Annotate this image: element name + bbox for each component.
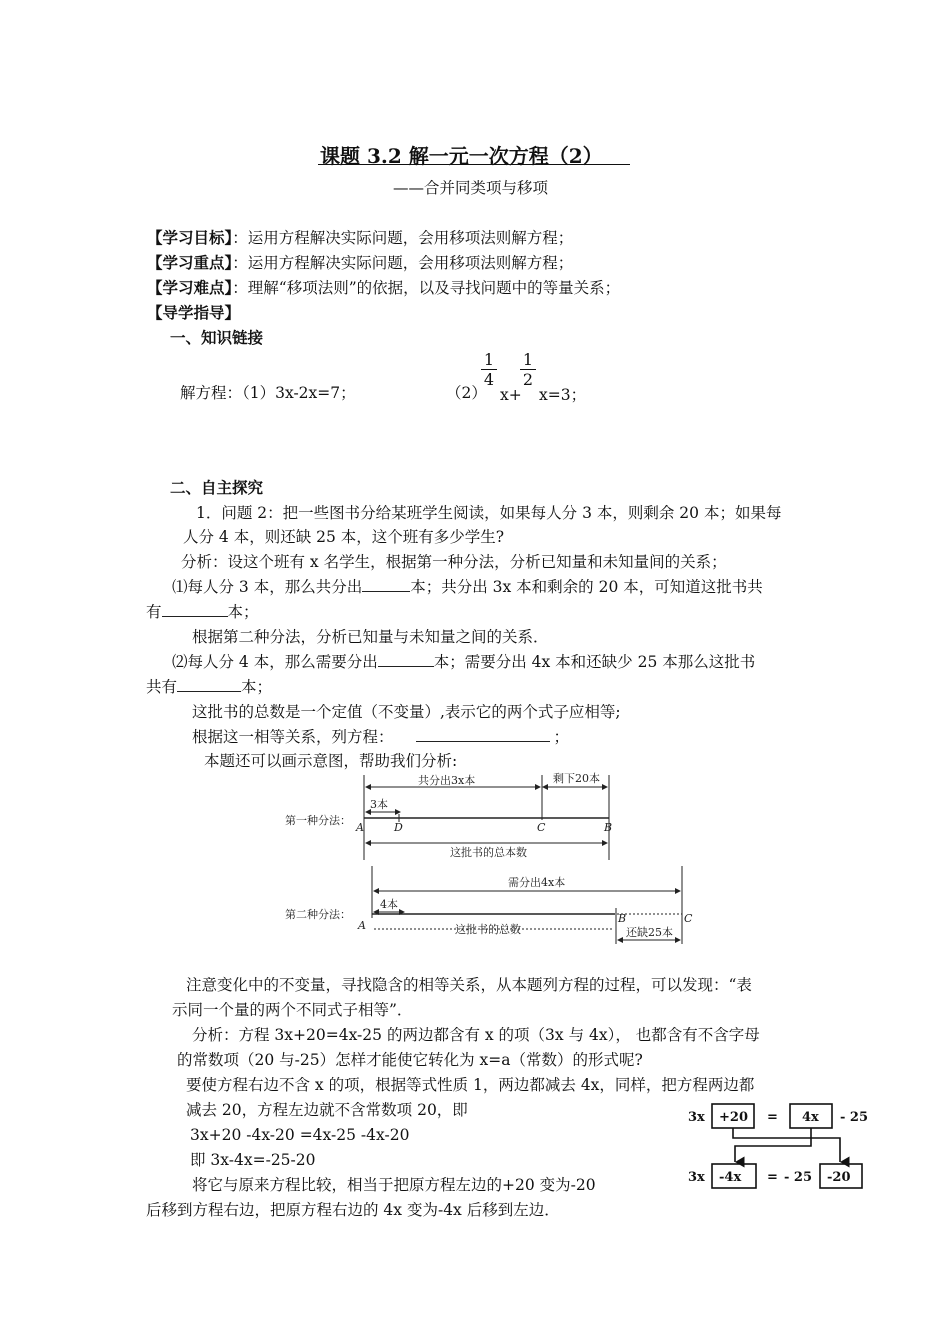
fraction-numerator: 1 bbox=[483, 350, 495, 369]
term-equals-2: = bbox=[767, 1170, 778, 1185]
point-c2: C bbox=[684, 912, 693, 925]
fraction-denominator: 2 bbox=[522, 370, 534, 389]
label-4-books: 4本 bbox=[380, 898, 398, 911]
equation-2-tail: x=3； bbox=[539, 386, 587, 404]
arrow-move-20 bbox=[733, 1128, 840, 1162]
objective-label: 【学习重点】 bbox=[147, 253, 233, 272]
term-equals: = bbox=[767, 1110, 778, 1125]
method-line-1: 要使方程右边不含 x 的项，根据等式性质 1，两边都减去 4x，同样，把方程两边都 bbox=[186, 1076, 755, 1094]
objective-text: ：运用方程解决实际问题，会用移项法则解方程； bbox=[232, 229, 574, 247]
second-method-intro: 根据第二种分法，分析已知量与未知量之间的关系． bbox=[192, 628, 549, 646]
analysis-2-line-2: 的常数项（20 与-25）怎样才能使它转化为 x=a（常数）的形式呢? bbox=[177, 1051, 643, 1069]
part-1-text-c: 有 bbox=[146, 603, 162, 621]
part-1-text-a: ⑴每人分 3 本，那么共分出 bbox=[172, 578, 363, 596]
part-2-text-b: 本；需要分出 4x 本和还缺少 25 本那么这批书 bbox=[433, 653, 756, 671]
equation-2-mid: x+ bbox=[500, 386, 522, 404]
objective-label: 【学习目标】 bbox=[147, 228, 233, 247]
label-3-books: 3本 bbox=[370, 798, 388, 811]
section1-heading: 一、知识链接 bbox=[170, 328, 264, 347]
question-line-1: 1．问题 2：把一些图书分给某班学生阅读，如果每人分 3 本，则剩余 20 本；如果每 bbox=[196, 504, 782, 522]
point-b: B bbox=[604, 821, 613, 834]
arrow-move-4x bbox=[735, 1128, 811, 1162]
derived-equation-1: 3x+20 -4x-20 =4x-25 -4x-20 bbox=[190, 1126, 410, 1144]
label-4x: 需分出4x本 bbox=[508, 876, 566, 889]
term-minus-25-2: - 25 bbox=[784, 1170, 813, 1185]
diagram-intro: 本题还可以画示意图，帮助我们分析: bbox=[204, 752, 458, 770]
compare-line-2: 后移到方程右边，把原方程右边的 4x 变为-4x 后移到左边． bbox=[146, 1201, 560, 1219]
point-d: D bbox=[394, 821, 403, 834]
fraction-denominator: 4 bbox=[483, 370, 495, 389]
analysis-1: 分析：设这个班有 x 名学生，根据第一种分法，分析已知量和未知量间的关系； bbox=[181, 553, 727, 571]
page-title: 课题 3.2 解一元一次方程（2） bbox=[320, 144, 603, 168]
term-minus-25: - 25 bbox=[840, 1110, 869, 1125]
question-line-2: 人分 4 本，则还缺 25 本，这个班有多少学生? bbox=[183, 528, 505, 546]
part-2-text-d: 本； bbox=[241, 678, 273, 696]
section2-heading: 二、自主探究 bbox=[170, 478, 264, 497]
equation-1: 解方程：（1）3x-2x=7； bbox=[180, 384, 356, 402]
point-c: C bbox=[537, 821, 546, 834]
constant-note: 这批书的总数是一个定值（不变量）,表示它的两个式子应相等; bbox=[192, 703, 621, 721]
method-2-label: 第二种分法： bbox=[285, 908, 351, 921]
label-shortfall: 还缺25本 bbox=[626, 926, 673, 939]
objective-text: ：理解“移项法则”的依据，以及寻找问题中的等量关系； bbox=[232, 279, 621, 297]
label-3x: 共分出3x本 bbox=[418, 774, 476, 787]
term-plus-20: +20 bbox=[719, 1110, 748, 1125]
point-a2: A bbox=[358, 919, 366, 932]
note-line-1: 注意变化中的不变量，寻找隐含的相等关系，从本题列方程的过程，可以发现：“表 bbox=[186, 976, 752, 994]
note-line-2: 示同一个量的两个不同式子相等”． bbox=[172, 1001, 413, 1019]
objective-text: ：运用方程解决实际问题，会用移项法则解方程； bbox=[232, 254, 574, 272]
label-remainder: 剩下20本 bbox=[553, 772, 600, 785]
equation-end: ； bbox=[553, 728, 570, 746]
part-1-text-b: 本；共分出 3x 本和剩余的 20 本，可知道这批书共 bbox=[410, 578, 763, 596]
equation-text: 根据这一相等关系，列方程： bbox=[192, 728, 394, 746]
point-b2: B bbox=[618, 912, 627, 925]
fraction-numerator: 1 bbox=[522, 350, 534, 369]
part-2-text-a: ⑵每人分 4 本，那么需要分出 bbox=[172, 653, 378, 671]
point-a: A bbox=[356, 821, 364, 834]
method-1-label: 第一种分法： bbox=[285, 814, 351, 827]
term-minus-4x: -4x bbox=[719, 1170, 742, 1185]
guide-label: 【导学指导】 bbox=[147, 303, 241, 322]
term-minus-20: -20 bbox=[827, 1170, 851, 1185]
term-4x: 4x bbox=[802, 1110, 819, 1125]
method-line-2: 减去 20，方程左边就不含常数项 20，即 bbox=[186, 1101, 468, 1119]
derived-equation-2: 即 3x-4x=-25-20 bbox=[190, 1151, 316, 1169]
term-3x-2: 3x bbox=[688, 1170, 705, 1185]
analysis-2-line-1: 分析：方程 3x+20=4x-25 的两边都含有 x 的项（3x 与 4x）， 也都含有不含字母 bbox=[192, 1026, 760, 1044]
page-subtitle: ——合并同类项与移项 bbox=[393, 179, 549, 197]
compare-line-1: 将它与原来方程比较，相当于把原方程左边的+20 变为-20 bbox=[192, 1176, 596, 1194]
objective-label: 【学习难点】 bbox=[147, 278, 233, 297]
term-3x: 3x bbox=[688, 1110, 705, 1125]
part-1-text-d: 本； bbox=[227, 603, 259, 621]
label-total-1: 这批书的总本数 bbox=[450, 846, 527, 859]
label-total-2: 这批书的总数 bbox=[455, 923, 521, 936]
equation-2-label: （2） bbox=[446, 384, 487, 402]
part-2-text-c: 共有 bbox=[146, 678, 178, 696]
